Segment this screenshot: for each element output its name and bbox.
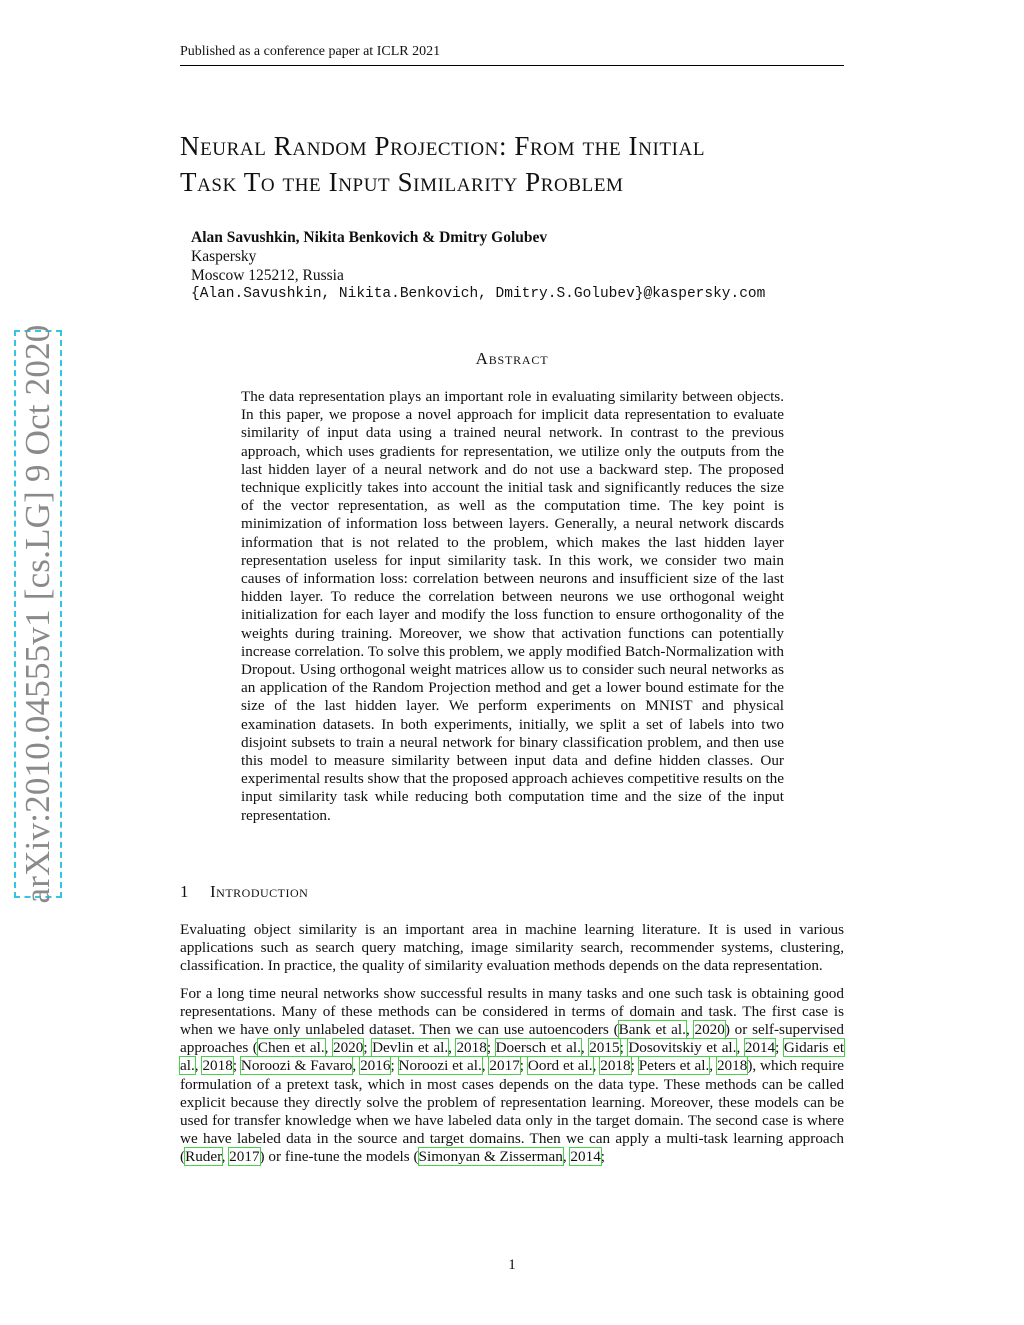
title-line-1: Neural Random Projection: From the Initial xyxy=(180,131,706,161)
title-line-2: Task To the Input Similarity Problem xyxy=(180,167,624,197)
text-run: , xyxy=(221,1148,230,1166)
text-run: , xyxy=(592,1057,601,1075)
text-run: ), which require formulation of a pretext task, which in most cases depends on the data type. These methods can be called explicit because they directly solve the problem of representation learning. Moreover, these models can be used for transfer knowledge when we have labeled data only in the target domain. The second case is where we have labeled data in the source and target domains. Then we can apply a multi-task learning approach ( xyxy=(180,1057,845,1166)
citation-year-link[interactable]: 2017 xyxy=(489,1057,520,1075)
citation-link[interactable]: Doersch et al. xyxy=(495,1039,581,1057)
citation-link[interactable]: Oord et al. xyxy=(527,1057,593,1075)
author-email: {Alan.Savushkin, Nikita.Benkovich, Dmitry.S.Golubev}@kaspersky.com xyxy=(191,286,766,302)
citation-link[interactable]: Gidaris et al. xyxy=(180,1039,845,1075)
arxiv-stamp-text: arXiv:2010.04555v1 [cs.LG] 9 Oct 2020 xyxy=(18,324,57,904)
citation-link[interactable]: Peters et al. xyxy=(638,1057,710,1075)
citation-year-link[interactable]: 2017 xyxy=(229,1148,260,1166)
citation-link[interactable]: Noroozi et al. xyxy=(398,1057,482,1075)
text-run: , xyxy=(194,1057,203,1075)
citation-year-link[interactable]: 2018 xyxy=(716,1057,748,1075)
text-run: ; xyxy=(390,1057,399,1075)
text-run: ; xyxy=(486,1039,496,1057)
text-run: ; xyxy=(619,1039,629,1057)
text-run: , xyxy=(562,1148,571,1166)
text-run: , xyxy=(580,1039,590,1057)
author-address: Moscow 125212, Russia xyxy=(191,267,344,284)
text-run: , xyxy=(324,1039,333,1057)
arxiv-stamp[interactable] xyxy=(14,324,62,904)
text-run: ; xyxy=(600,1148,606,1166)
author-names: Alan Savushkin, Nikita Benkovich & Dmitry Golubev xyxy=(191,229,548,246)
text-run: , xyxy=(685,1021,695,1039)
text-run: ; xyxy=(630,1057,639,1075)
text-run: ; xyxy=(775,1039,784,1057)
text-run: , xyxy=(736,1039,745,1057)
text-run: For a long time neural networks show successful results in many tasks and one such task is obtaining good representations. Many of these methods can be considered in terms of domain and task. The first case is when we have only unlabeled dataset. Then we can use autoencoders ( xyxy=(180,984,844,1039)
citation-link[interactable]: Simonyan & Zisserman xyxy=(418,1148,563,1166)
running-header: Published as a conference paper at ICLR 2021 xyxy=(180,44,844,66)
citation-year-link[interactable]: 2016 xyxy=(360,1057,391,1075)
text-run: , xyxy=(352,1057,361,1075)
citation-link[interactable]: Dosovitskiy et al. xyxy=(628,1039,737,1057)
author-affiliation: Kaspersky xyxy=(191,248,257,265)
citation-link[interactable]: Ruder xyxy=(185,1148,222,1166)
page-number: 1 xyxy=(508,1257,516,1273)
text-run: , xyxy=(448,1039,457,1057)
citation-year-link[interactable]: 2018 xyxy=(202,1057,233,1075)
section-number: 1 xyxy=(180,882,189,901)
citation-year-link[interactable]: 2015 xyxy=(589,1039,620,1057)
text-run: ; xyxy=(232,1057,241,1075)
citation-year-link[interactable]: 2018 xyxy=(600,1057,631,1075)
abstract-text: The data representation plays an important role in evaluating similarity between objects. In this paper, we propose a novel approach for implicit data representation to evaluate similarity of input data using a trained neural network. In contrast to the previous approach, which uses gradients for representation, we utilize only the outputs from the last hidden layer of a neural network and do not use a backward step. The proposed technique explicitly takes into account the initial task and significantly reduces the size of the vector representation, as well as the computation time. The key point is minimization of information loss between layers. Generally, a neural network discards information that is not related to the problem, which makes the last hidden layer representation useless for input similarity task. In this work, we consider two main causes of information loss: correlation between neurons and insufficient size of the last hidden layer. To reduce the correlation between neurons we use orthogonal weight initialization for each layer and modify the loss function to ensure orthogonality of the weights during training. Moreover, we show that activation functions can potentially increase correlation. To solve this problem, we apply modified Batch-Normalization with Dropout. Using orthogonal weight matrices allow us to consider such neural networks as an application of the Random Projection method and get a lower bound estimate for the size of the last hidden layer. We perform experiments on MNIST and physical examination datasets. In both experiments, initially, we split a set of labels into two disjoint subsets to train a neural network for binary classification problem, and then use this model to measure similarity between input data and define hidden classes. Our experimental results show that the proposed approach achieves competitive results on the input similarity task while reducing both computation time and the size of the input representation. xyxy=(241,388,784,824)
section-heading xyxy=(180,882,308,902)
citation-link[interactable]: Noroozi & Favaro xyxy=(240,1057,353,1075)
introduction-body xyxy=(180,921,844,1176)
citation-year-link[interactable]: 2018 xyxy=(456,1039,487,1057)
section-title: Introduction xyxy=(210,882,309,901)
citation-link[interactable]: Devlin et al. xyxy=(372,1039,449,1057)
citation-year-link[interactable]: 2014 xyxy=(744,1039,776,1057)
author-block xyxy=(191,228,765,304)
citation-link[interactable]: Chen et al. xyxy=(257,1039,325,1057)
text-run: , xyxy=(709,1057,717,1075)
intro-paragraph-2 xyxy=(180,985,844,1167)
paper-title xyxy=(180,128,860,200)
text-run: ; xyxy=(363,1039,373,1057)
citation-link[interactable]: Bank et al. xyxy=(618,1021,686,1039)
abstract-heading: Abstract xyxy=(475,349,549,368)
text-run: ) or fine-tune the models ( xyxy=(259,1148,419,1166)
citation-year-link[interactable]: 2020 xyxy=(694,1021,725,1039)
text-run: ; xyxy=(519,1057,528,1075)
citation-year-link[interactable]: 2020 xyxy=(332,1039,364,1057)
text-run: , xyxy=(481,1057,490,1075)
text-run: ) or self-supervised approaches ( xyxy=(180,1021,845,1057)
intro-paragraph-1: Evaluating object similarity is an important area in machine learning literature. It is used in various applications such as search query matching, image similarity search, recommender systems, clustering, classification. In practice, the quality of similarity evaluation methods depends on the data representation. xyxy=(180,921,844,975)
citation-year-link[interactable]: 2014 xyxy=(570,1148,601,1166)
